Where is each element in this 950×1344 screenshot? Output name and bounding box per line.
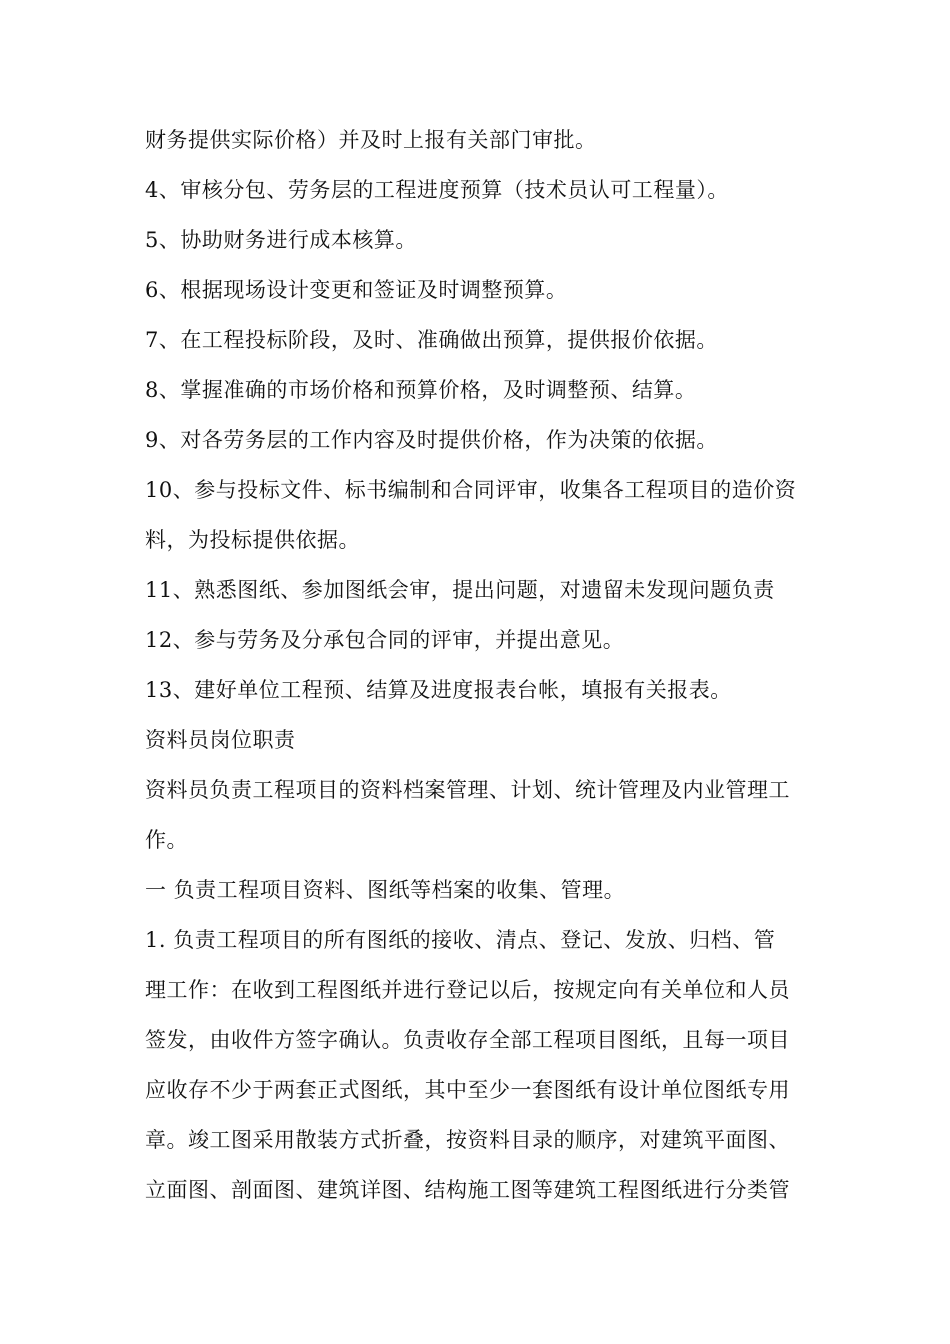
text-line: 理工作：在收到工程图纸并进行登记以后，按规定向有关单位和人员 <box>145 978 790 1002</box>
text-line: 5、协助财务进行成本核算。 <box>145 228 417 252</box>
text-line: 7、在工程投标阶段，及时、准确做出预算，提供报价依据。 <box>145 328 718 352</box>
text-line: 签发，由收件方签字确认。负责收存全部工程项目图纸，且每一项目 <box>145 1028 790 1052</box>
text-line: 作。 <box>145 828 188 852</box>
text-line: 10、参与投标文件、标书编制和合同评审，收集各工程项目的造价资 <box>145 478 797 502</box>
text-line: 4、审核分包、劳务层的工程进度预算（技术员认可工程量）。 <box>145 178 729 202</box>
text-line: 料，为投标提供依据。 <box>145 528 360 552</box>
text-line: 财务提供实际价格）并及时上报有关部门审批。 <box>145 128 597 152</box>
text-line: 9、对各劳务层的工作内容及时提供价格，作为决策的依据。 <box>145 428 718 452</box>
text-line: 8、掌握准确的市场价格和预算价格，及时调整预、结算。 <box>145 378 697 402</box>
subsection-heading: 一 负责工程项目资料、图纸等档案的收集、管理。 <box>145 878 626 902</box>
text-line: 应收存不少于两套正式图纸，其中至少一套图纸有设计单位图纸专用 <box>145 1078 790 1102</box>
text-line: 11、熟悉图纸、参加图纸会审，提出问题，对遗留未发现问题负责 <box>145 578 775 602</box>
text-line: 资料员负责工程项目的资料档案管理、计划、统计管理及内业管理工 <box>145 778 790 802</box>
text-line: 6、根据现场设计变更和签证及时调整预算。 <box>145 278 568 302</box>
text-line: 立面图、剖面图、建筑详图、结构施工图等建筑工程图纸进行分类管 <box>145 1178 790 1202</box>
text-line: 13、建好单位工程预、结算及进度报表台帐，填报有关报表。 <box>145 678 732 702</box>
text-line: 1. 负责工程项目的所有图纸的接收、清点、登记、发放、归档、管 <box>145 928 776 952</box>
text-line: 章。竣工图采用散装方式折叠，按资料目录的顺序，对建筑平面图、 <box>145 1128 790 1152</box>
document-body <box>145 115 815 1215</box>
section-heading: 资料员岗位职责 <box>145 728 296 752</box>
text-line: 12、参与劳务及分承包合同的评审，并提出意见。 <box>145 628 625 652</box>
